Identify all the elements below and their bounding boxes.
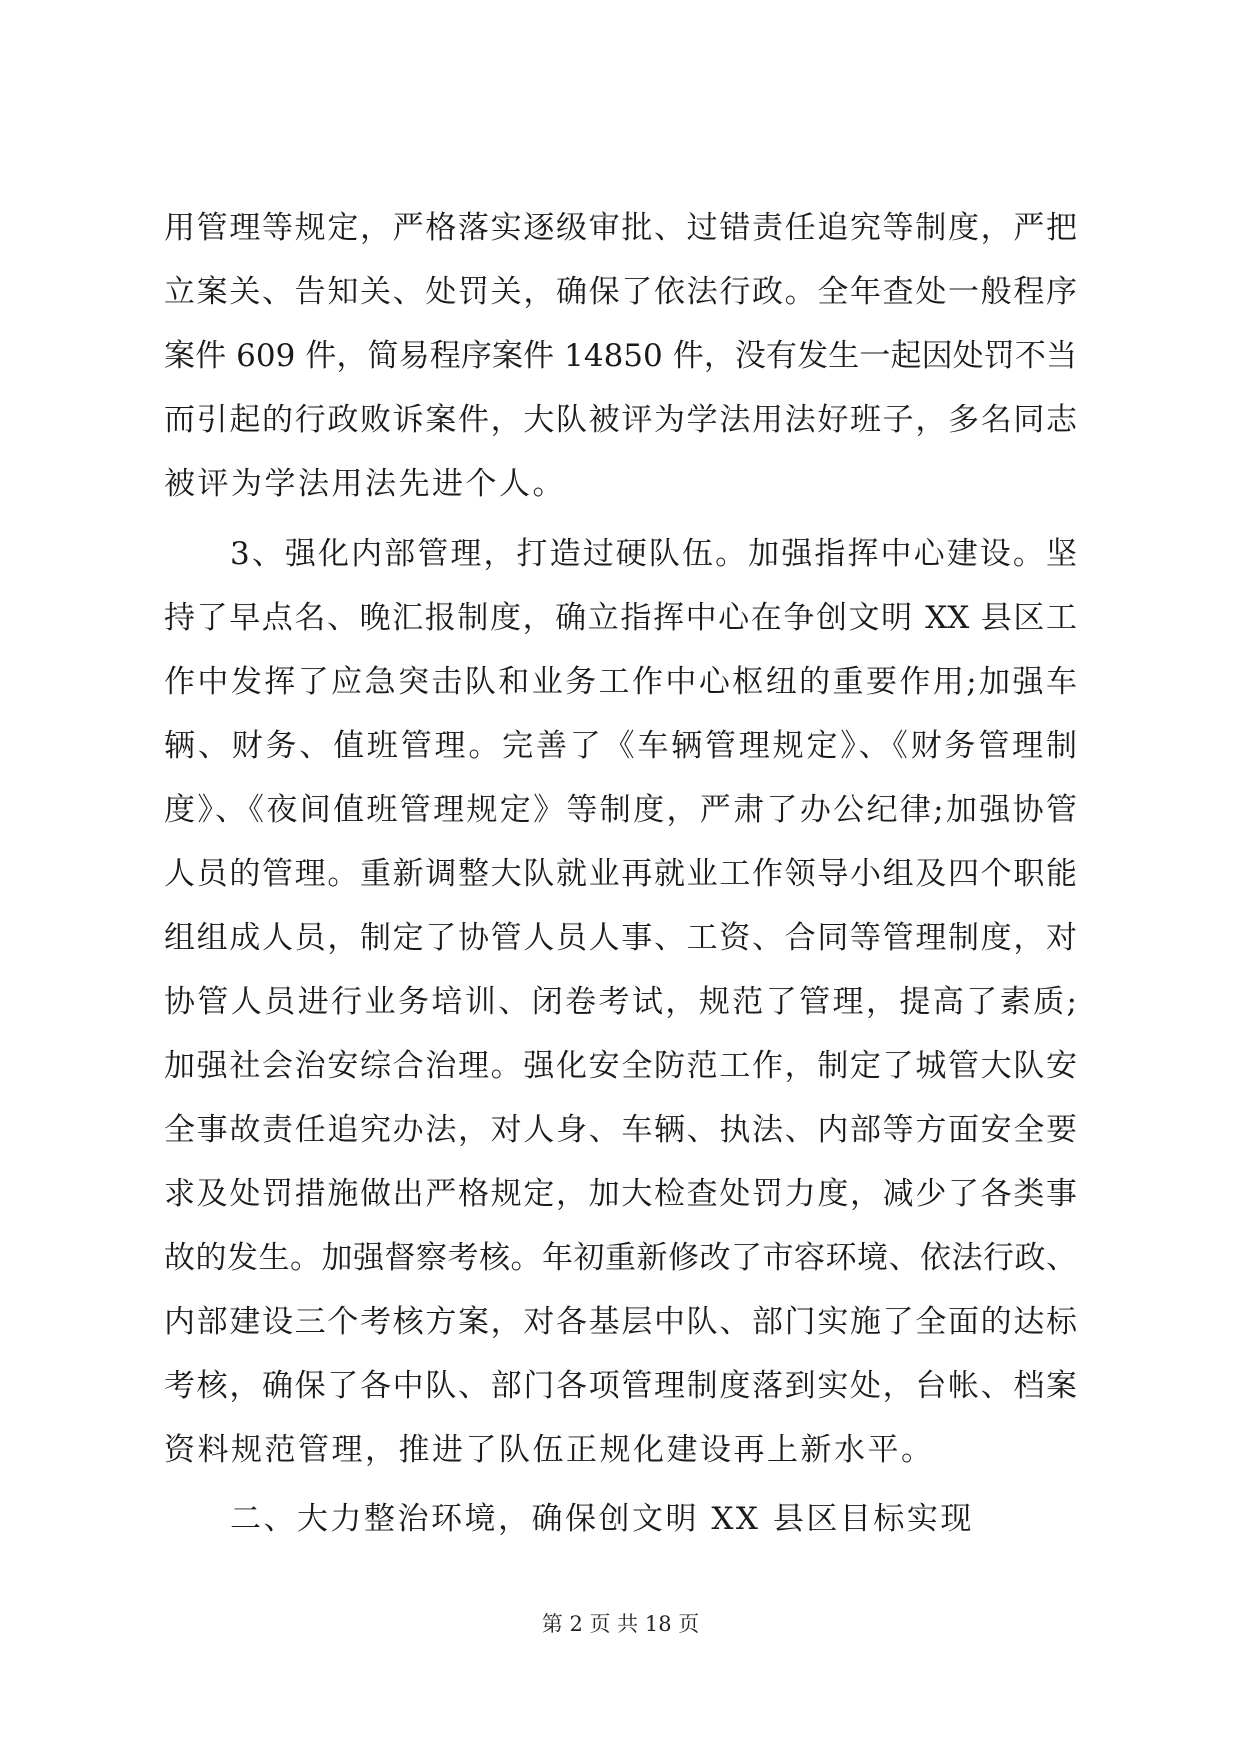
text-line: 组组成人员，制定了协管人员人事、工资、合同等管理制度，对 — [164, 920, 1077, 956]
text-line: 人员的管理。重新调整大队就业再就业工作领导小组及四个职能 — [164, 856, 1077, 892]
text-line: 而引起的行政败诉案件，大队被评为学法用法好班子，多名同志 — [164, 402, 1077, 438]
text-line: 立案关、告知关、处罚关，确保了依法行政。全年查处一般程序 — [164, 274, 1077, 310]
text-line: 持了早点名、晚汇报制度，确立指挥中心在争创文明 XX 县区工 — [164, 600, 1077, 636]
text-line: 内部建设三个考核方案，对各基层中队、部门实施了全面的达标 — [164, 1304, 1077, 1340]
page-number-footer: 第 2 页 共 18 页 — [541, 1612, 700, 1636]
text-line: 用管理等规定，严格落实逐级审批、过错责任追究等制度，严把 — [164, 210, 1077, 246]
text-line: 辆、财务、值班管理。完善了《车辆管理规定》、《财务管理制 — [164, 728, 1077, 764]
text-line: 度》、《夜间值班管理规定》等制度，严肃了办公纪律;加强协管 — [164, 792, 1077, 828]
section-heading: 二、大力整治环境，确保创文明 XX 县区目标实现 — [230, 1501, 974, 1537]
text-line: 加强社会治安综合治理。强化安全防范工作，制定了城管大队安 — [164, 1048, 1077, 1084]
text-line: 案件 609 件，简易程序案件 14850 件，没有发生一起因处罚不当 — [164, 338, 1077, 374]
text-line: 协管人员进行业务培训、闭卷考试，规范了管理，提高了素质; — [164, 984, 1077, 1020]
text-line: 作中发挥了应急突击队和业务工作中心枢纽的重要作用;加强车 — [164, 664, 1077, 700]
text-line: 3、强化内部管理，打造过硬队伍。加强指挥中心建设。坚 — [230, 536, 1077, 572]
text-line: 求及处罚措施做出严格规定，加大检查处罚力度，减少了各类事 — [164, 1176, 1077, 1212]
text-line: 考核，确保了各中队、部门各项管理制度落到实处，台帐、档案 — [164, 1368, 1077, 1404]
text-line: 资料规范管理，推进了队伍正规化建设再上新水平。 — [164, 1432, 935, 1468]
text-line: 故的发生。加强督察考核。年初重新修改了市容环境、依法行政、 — [164, 1240, 1077, 1276]
text-line: 全事故责任追究办法，对人身、车辆、执法、内部等方面安全要 — [164, 1112, 1077, 1148]
text-line: 被评为学法用法先进个人。 — [164, 466, 566, 502]
